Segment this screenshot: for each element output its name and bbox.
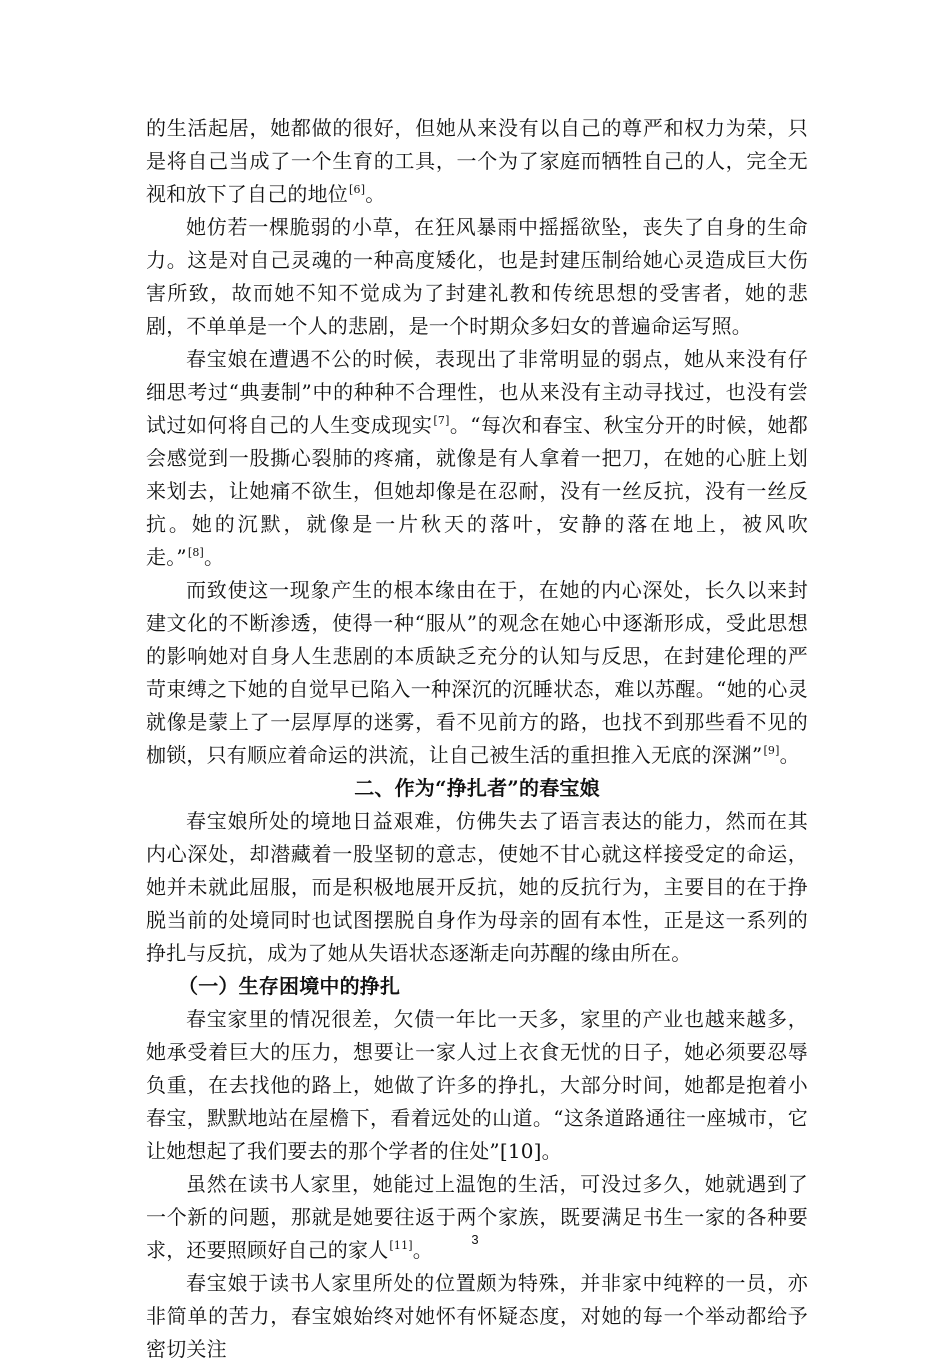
- paragraph: [146, 1267, 808, 1366]
- paragraph-tail: 。: [204, 545, 225, 569]
- paragraph-continuation: [146, 112, 808, 211]
- paragraph: [146, 211, 808, 343]
- paragraph-text: 的生活起居，她都做的很好，但她从来没有以自己的尊严和权力为荣，只是将自己当成了一个生育的工具，一个为了家庭而牺牲自己的人，完全无视和放下了自己的地位: [146, 116, 808, 206]
- section-heading: 二、作为“挣扎者”的春宝娘: [354, 776, 600, 800]
- paragraph-text: 春宝娘于读书人家里所处的位置颇为特殊，并非家中纯粹的一员，亦非简单的苦力，春宝娘始终对她怀有怀疑态度，对她的每一个举动都给予密切关注: [146, 1271, 808, 1361]
- citation-ref: [9]: [763, 744, 780, 758]
- paragraph-text: 春宝娘在遭遇不公的时候，表现出了非常明显的弱点，她从来没有仔细思考过“典妻制”中的种种不合理性，也从来没有主动寻找过，也没有尝试过如何将自己的人生变成现实: [146, 347, 808, 437]
- paragraph: [146, 805, 808, 970]
- paragraph-text-continued: 。“每次和春宝、秋宝分开的时候，她都会感觉到一股撕心裂肺的疼痛，就像是有人拿着一把刀，在她的心脏上划来划去，让她痛不欲生，但她却像是在忍耐，没有一丝反抗，没有一丝反抗。她的沉默，就像是一片秋天的落叶，安静的落在地上，被风吹走。”: [146, 413, 808, 569]
- paragraph-tail: 。: [412, 1238, 433, 1262]
- paragraph-text: 春宝娘所处的境地日益艰难，仿佛失去了语言表达的能力，然而在其内心深处，却潜藏着一股坚韧的意志，使她不甘心就这样接受定的命运，她并未就此屈服，而是积极地展开反抗，她的反抗行为，主要目的在于挣脱当前的处境同时也试图摆脱自身作为母亲的固有本性，正是这一系列的挣扎与反抗，成为了她从失语状态逐渐走向苏醒的缘由所在。: [146, 809, 808, 965]
- paragraph-text: 而致使这一现象产生的根本缘由在于，在她的内心深处，长久以来封建文化的不断渗透，使得一种“服从”的观念在她心中逐渐形成，受此思想的影响她对自身人生悲剧的本质缺乏充分的认知与反思，在封建伦理的严苛束缚之下她的自觉早已陷入一种深沉的沉睡状态，难以苏醒。“她的心灵就像是蒙上了一层厚厚的迷雾，看不见前方的路，也找不到那些看不见的枷锁，只有顺应着命运的洪流，让自己被生活的重担推入无底的深渊”: [146, 578, 808, 767]
- paragraph-tail: 。: [779, 743, 800, 767]
- paragraph-text: 虽然在读书人家里，她能过上温饱的生活，可没过多久，她就遇到了一个新的问题，那就是她要往返于两个家族，既要满足书生一家的各种要求，还要照顾好自己的家人: [146, 1172, 808, 1262]
- paragraph: [146, 574, 808, 772]
- paragraph-text: 春宝家里的情况很差，欠债一年比一天多，家里的产业也越来越多，她承受着巨大的压力，想要让一家人过上衣食无忧的日子，她必须要忍辱负重，在去找他的路上，她做了许多的挣扎，大部分时间，她都是抱着小春宝，默默地站在屋檐下，看着远处的山道。“这条道路通往一座城市，它让她想起了我们要去的那个学者的住处”[10]。: [146, 1007, 808, 1163]
- paragraph-tail: 。: [365, 182, 386, 206]
- paragraph: [146, 343, 808, 574]
- sub-heading: （一）生存困境中的挣扎: [178, 974, 401, 998]
- citation-ref: [7]: [433, 414, 450, 428]
- body-text: [146, 112, 808, 1366]
- citation-ref: [8]: [187, 546, 205, 560]
- paragraph: [146, 1003, 808, 1168]
- citation-ref: [11]: [389, 1239, 413, 1253]
- paragraph-text: 她仿若一棵脆弱的小草，在狂风暴雨中摇摇欲坠，丧失了自身的生命力。这是对自己灵魂的一种高度矮化，也是封建压制给她心灵造成巨大伤害所致，故而她不知不觉成为了封建礼教和传统思想的受害者，她的悲剧，不单单是一个人的悲剧，是一个时期众多妇女的普遍命运写照。: [146, 215, 808, 338]
- page-number: 3: [471, 1232, 479, 1247]
- citation-ref: [6]: [349, 183, 366, 197]
- paragraph: [146, 1168, 808, 1267]
